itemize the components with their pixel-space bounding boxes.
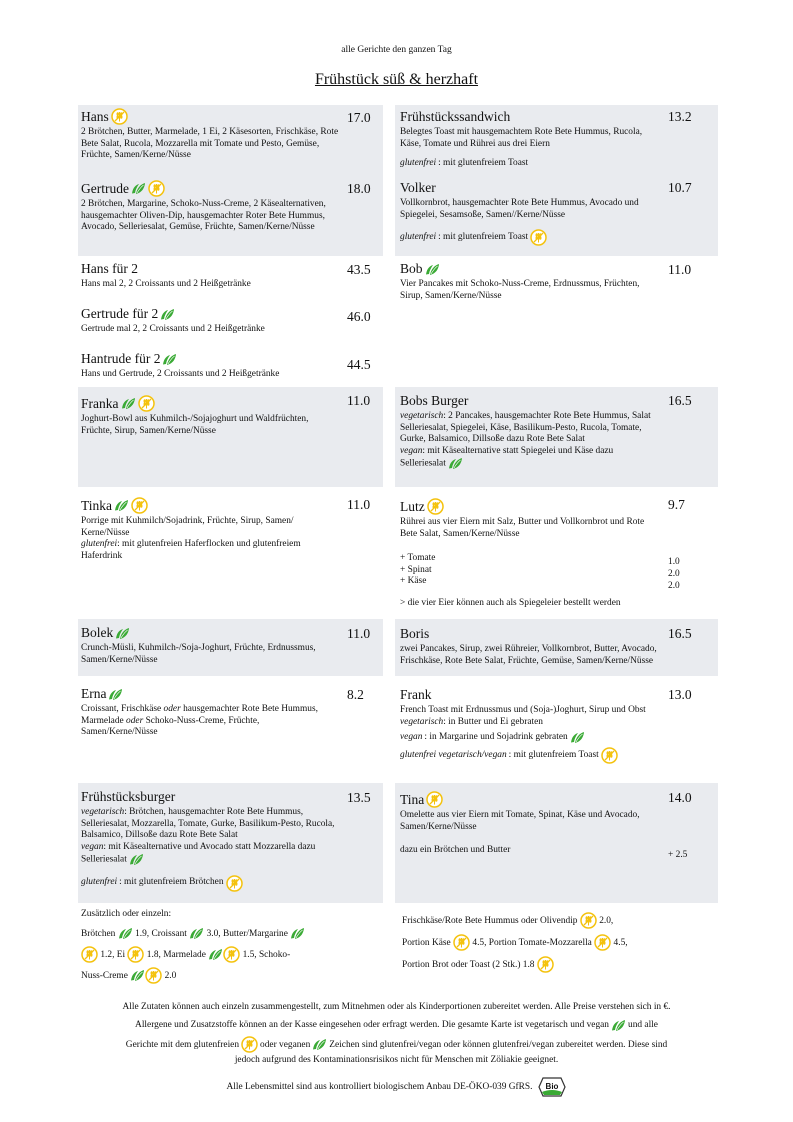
- price-bob: 11.0: [668, 262, 692, 277]
- item-name: Franka: [81, 395, 119, 411]
- menu-item-bobs-burger: [400, 393, 658, 471]
- price-fruehstuecksburger: 13.5: [347, 790, 371, 805]
- price-hans: 17.0: [347, 110, 371, 125]
- item-desc: zwei Pancakes, Sirup, zwei Rühreier, Vollkornbrot, Butter, Avocado, Frischkäse, Rote Bete Salat, Früchte, Gemüse, Samen/Kerne/Nüsse: [400, 644, 657, 666]
- price-hans-fuer-2: 43.5: [347, 262, 371, 277]
- item-name: Hantrude für 2: [81, 351, 161, 366]
- gf-label: glutenfrei: [400, 231, 437, 242]
- item-name: Frühstücksburger: [81, 789, 176, 804]
- erna-or-1: oder: [163, 704, 181, 714]
- veg-text: : Brötchen, hausgemachter Rote Bete Hummus, Selleriesalat, Mozzarella, Tomate, Gurke, Basilikum-Pesto, Rucola, Balsamico, Dillsoße dazu Rote Bete Salat: [81, 807, 335, 841]
- price-boris: 16.5: [668, 626, 692, 641]
- item-desc: 2 Brötchen, Butter, Marmelade, 1 Ei, 2 Käsesorten, Frischkäse, Rote Bete Salat, Rucola, Mozzarella mit Tomate und Pesto, Gemüse, Früchte, Samen/Kerne/Nüsse: [81, 127, 339, 161]
- vegan-label: vegan: [400, 445, 423, 456]
- gluten-free-icon: [594, 934, 611, 951]
- item-desc: Rührei aus vier Eiern mit Salz, Butter und Vollkornbrot und Rote Bete Salat, Samen/Kerne/Nüsse: [400, 517, 645, 539]
- veg-text: : in Butter und Ei gebraten: [443, 716, 543, 727]
- vegan-label: vegan: [400, 731, 423, 742]
- footer-line-1: Alle Zutaten können auch einzeln zusammengestellt, zum Mitnehmen oder als Kinderportionen zubereitet werden. Alle Preise verstehen sich in €.: [122, 1002, 671, 1012]
- vegan-text: : in Margarine und Sojadrink gebraten: [424, 731, 568, 742]
- menu-item-bolek: [81, 625, 341, 666]
- gluten-free-icon: [81, 946, 98, 963]
- top-note: alle Gerichte den ganzen Tag: [341, 45, 452, 55]
- gf-text: : mit glutenfreiem Brötchen: [119, 877, 224, 888]
- gluten-free-icon: [226, 875, 243, 892]
- menu-item-volker: [400, 180, 662, 246]
- item-desc: Hans mal 2, 2 Croissants und 2 Heißgetränke: [81, 279, 251, 289]
- gf-text: : mit glutenfreien Haferflocken und glutenfreiem Haferdrink: [81, 539, 301, 561]
- menu-item-fruehstueckssandwich: [400, 109, 660, 170]
- gluten-free-icon: [241, 1036, 258, 1053]
- extra-r1: Frischkäse/Rote Bete Hummus oder Olivendip: [402, 916, 578, 926]
- item-name: Erna: [81, 686, 107, 701]
- vegan-leaf-icon: [570, 731, 585, 744]
- item-name: Volker: [400, 180, 436, 195]
- item-name: Hans für 2: [81, 261, 138, 276]
- item-desc: Gertrude mal 2, 2 Croissants und 2 Heißgetränke: [81, 324, 265, 334]
- gluten-free-icon: [138, 395, 155, 412]
- gluten-free-icon: [127, 946, 144, 963]
- gluten-free-icon: [223, 946, 240, 963]
- item-desc: Omelette aus vier Eiern mit Tomate, Spinat, Käse und Avocado, Samen/Kerne/Nüsse: [400, 810, 640, 832]
- tina-extra: dazu ein Brötchen und Butter: [400, 845, 511, 856]
- vegan-leaf-icon: [114, 499, 129, 512]
- price-tina: 14.0: [668, 790, 692, 805]
- menu-item-boris: [400, 626, 662, 667]
- gf-text: : mit glutenfreiem Toast: [508, 749, 599, 760]
- price-franka: 11.0: [347, 393, 371, 408]
- bio-logo-icon: [538, 1077, 566, 1097]
- item-desc: 2 Brötchen, Margarine, Schoko-Nuss-Creme, 2 Käsealternativen, hausgemachter Oliven-Dip, hausgemachter Roter Bete Hummus, Avocado, Selleriesalat, Gemüse, Früchte, Samen/Kerne/Nüsse: [81, 199, 326, 233]
- extra-broetchen: Brötchen: [81, 929, 116, 939]
- gluten-free-icon: [148, 180, 165, 197]
- extras-right: [402, 910, 702, 976]
- gluten-free-icon: [601, 747, 618, 764]
- item-name: Tina: [400, 791, 425, 807]
- gf-text: : mit glutenfreiem Toast: [438, 231, 529, 242]
- lutz-extra-3: + Käse: [400, 576, 427, 587]
- vegan-text: : mit Käsealternative statt Spiegelei und Käse dazu Selleriesalat: [400, 445, 614, 470]
- veg-label: vegetarisch: [400, 716, 444, 727]
- menu-item-erna: [81, 686, 336, 739]
- item-name: Gertrude: [81, 180, 129, 196]
- erna-desc-a: Croissant, Frischkäse: [81, 704, 164, 714]
- price-tina-extra: + 2.5: [668, 850, 688, 860]
- gluten-free-icon: [145, 967, 162, 984]
- item-name: Frühstückssandwich: [400, 109, 511, 124]
- price-frank: 13.0: [668, 687, 692, 702]
- extras-title: Zusätzlich oder einzeln:: [81, 909, 172, 919]
- price-volker: 10.7: [668, 180, 692, 195]
- item-desc: French Toast mit Erdnussmus und (Soja-)Joghurt, Sirup und Obst: [400, 705, 646, 715]
- item-name: Lutz: [400, 498, 425, 514]
- erna-or-2: oder: [126, 715, 144, 726]
- menu-item-tinka: [81, 497, 343, 562]
- gluten-free-icon: [453, 934, 470, 951]
- footer-line-3a: Gerichte mit dem glutenfreien: [125, 1039, 240, 1050]
- price-erna: 8.2: [347, 687, 364, 702]
- veg-label: vegetarisch: [81, 807, 125, 817]
- menu-item-gertrude-fuer-2: [81, 306, 341, 336]
- footer-line-5: Alle Lebensmittel sind aus kontrolliert biologischem Anbau DE-ÖKO-039 GfRS.: [226, 1082, 533, 1092]
- gf-label: glutenfrei vegetarisch/vegan: [400, 749, 507, 760]
- item-desc: Joghurt-Bowl aus Kuhmilch-/Sojajoghurt und Waldfrüchten, Früchte, Sirup, Samen/Kerne/Nüsse: [81, 414, 309, 436]
- erna-desc-b: hausgemachter Rote Bete Hummus, Marmelade: [81, 704, 318, 726]
- price-bobs-burger: 16.5: [668, 393, 692, 408]
- price-lutz-extra-2: 2.0: [668, 569, 680, 579]
- vegan-leaf-icon: [160, 308, 175, 321]
- vegan-leaf-icon: [448, 457, 463, 470]
- menu-item-lutz: [400, 498, 662, 610]
- gluten-free-icon: [111, 108, 128, 125]
- menu-item-hantrude-fuer-2: [81, 351, 341, 381]
- gf-label: glutenfrei: [400, 158, 437, 169]
- footer: [60, 1000, 733, 1097]
- lutz-extra-2: + Spinat: [400, 564, 432, 575]
- extra-r3: Portion Brot oder Toast (2 Stk.) 1.8: [402, 960, 535, 970]
- footer-line-4: jedoch aufgrund des Kontaminationsrisikos nicht für Menschen mit Zöliakie geeignet.: [234, 1055, 559, 1065]
- vegan-leaf-icon: [131, 182, 146, 195]
- item-desc: Vier Pancakes mit Schoko-Nuss-Creme, Erdnussmus, Früchten, Sirup, Samen/Kerne/Nüsse: [400, 279, 640, 301]
- gluten-free-icon: [426, 791, 443, 808]
- menu-item-bob: [400, 261, 660, 302]
- gluten-free-icon: [537, 956, 554, 973]
- extra-ei-price: 1.8, Marmelade: [146, 950, 206, 960]
- extra-r2-price-2: 4.5,: [613, 938, 628, 948]
- footer-line-2a: Allergene und Zusatzstoffe können an der Kasse eingesehen oder erfragt werden. Die gesamte Karte ist vegetarisch und vegan: [135, 1020, 609, 1030]
- item-desc: Porrige mit Kuhmilch/Sojadrink, Früchte, Sirup, Samen/ Kerne/Nüsse: [81, 516, 294, 538]
- gf-text: : mit glutenfreiem Toast: [438, 158, 529, 169]
- vegan-leaf-icon: [290, 927, 305, 940]
- veg-text: : 2 Pancakes, hausgemachter Rote Bete Hummus, Salat Selleriesalat, Spiegelei, Käse, Basilikum-Pesto, Rucola, Tomate, Gurke, Balsamico, Dillsoße dazu Rote Bete Salat: [400, 411, 651, 445]
- item-name: Gertrude für 2: [81, 306, 159, 321]
- bio-logo-text: Bio: [546, 1082, 559, 1091]
- menu-item-hans-fuer-2: [81, 261, 341, 291]
- menu-item-franka: [81, 395, 336, 437]
- extra-broetchen-price: 1.9, Croissant: [135, 929, 187, 939]
- item-desc: Hans und Gertrude, 2 Croissants und 2 Heißgetränke: [81, 369, 280, 379]
- vegan-leaf-icon: [130, 969, 145, 982]
- extra-r2: Portion Käse: [402, 938, 451, 948]
- lutz-note: > die vier Eier können auch als Spiegeleier bestellt werden: [400, 597, 621, 608]
- item-name: Hans: [81, 108, 109, 124]
- vegan-leaf-icon: [189, 927, 204, 940]
- extra-butter-price: 1.2, Ei: [100, 950, 126, 960]
- price-gertrude: 18.0: [347, 181, 371, 196]
- vegan-leaf-icon: [611, 1019, 626, 1032]
- footer-line-3b: oder veganen: [260, 1039, 311, 1050]
- extra-r1-price: 2.0,: [599, 916, 614, 926]
- lutz-extra-1: + Tomate: [400, 553, 436, 564]
- item-name: Bobs Burger: [400, 393, 469, 408]
- vegan-leaf-icon: [108, 688, 123, 701]
- item-desc: Belegtes Toast mit hausgemachtem Rote Bete Hummus, Rucola, Käse, Tomate und Rührei aus drei Eiern: [400, 127, 643, 149]
- extra-schoko: Nuss-Creme: [81, 971, 128, 981]
- footer-line-2b: und alle: [628, 1020, 658, 1030]
- extra-croissant-price: 3.0, Butter/Margarine: [206, 929, 288, 939]
- vegan-text: : mit Käsealternative und Avocado statt Mozzarella dazu Selleriesalat: [81, 841, 316, 866]
- menu-item-gertrude: [81, 180, 336, 234]
- vegan-leaf-icon: [129, 853, 144, 866]
- price-fruehstueckssandwich: 13.2: [668, 109, 692, 124]
- page-title: Frühstück süß & herzhaft: [314, 71, 479, 88]
- menu-item-hans: [81, 108, 341, 162]
- vegan-leaf-icon: [312, 1038, 327, 1051]
- vegan-leaf-icon: [425, 263, 440, 276]
- vegan-leaf-icon: [162, 353, 177, 366]
- menu-item-frank: [400, 687, 662, 764]
- gf-label: glutenfrei: [81, 877, 118, 888]
- item-desc: Vollkornbrot, hausgemachter Rote Bete Hummus, Avocado und Spiegelei, Sesamsoße, Samen//Kerne/Nüsse: [400, 198, 639, 220]
- item-desc: Crunch-Müsli, Kuhmilch-/Soja-Joghurt, Früchte, Erdnussmus, Samen/Kerne/Nüsse: [81, 643, 316, 665]
- menu-item-tina: [400, 791, 662, 857]
- footer-line-3c: Zeichen sind glutenfrei/vegan oder können glutenfrei/vegan zubereitet werden. Diese sind: [329, 1039, 668, 1050]
- price-bolek: 11.0: [347, 626, 371, 641]
- menu-item-fruehstuecksburger: [81, 789, 341, 892]
- vegan-leaf-icon: [121, 397, 136, 410]
- price-tinka: 11.0: [347, 497, 371, 512]
- extra-marmelade-price: 1.5, Schoko-: [242, 950, 291, 960]
- gluten-free-icon: [530, 229, 547, 246]
- vegan-leaf-icon: [208, 948, 223, 961]
- vegan-label: vegan: [81, 841, 104, 852]
- vegan-leaf-icon: [118, 927, 133, 940]
- price-lutz-extra-3: 2.0: [668, 581, 680, 591]
- item-name: Frank: [400, 687, 432, 702]
- erna-desc-c: Schoko-Nuss-Creme, Früchte, Samen/Kerne/Nüsse: [81, 715, 260, 738]
- price-gertrude-fuer-2: 46.0: [347, 309, 371, 324]
- gf-label: glutenfrei: [81, 539, 118, 550]
- price-lutz-extra-1: 1.0: [668, 557, 680, 567]
- extra-schoko-price: 2.0: [164, 971, 177, 981]
- extras-left: [81, 908, 346, 987]
- price-lutz: 9.7: [668, 497, 685, 512]
- extra-r2-price: 4.5, Portion Tomate-Mozzarella: [472, 938, 592, 948]
- veg-label: vegetarisch: [400, 411, 444, 421]
- item-name: Tinka: [81, 497, 113, 513]
- gluten-free-icon: [427, 498, 444, 515]
- gluten-free-icon: [580, 912, 597, 929]
- vegan-leaf-icon: [115, 627, 130, 640]
- item-name: Bob: [400, 261, 423, 276]
- item-name: Bolek: [81, 625, 114, 640]
- gluten-free-icon: [131, 497, 148, 514]
- item-name: Boris: [400, 626, 430, 641]
- price-hantrude-fuer-2: 44.5: [347, 357, 371, 372]
